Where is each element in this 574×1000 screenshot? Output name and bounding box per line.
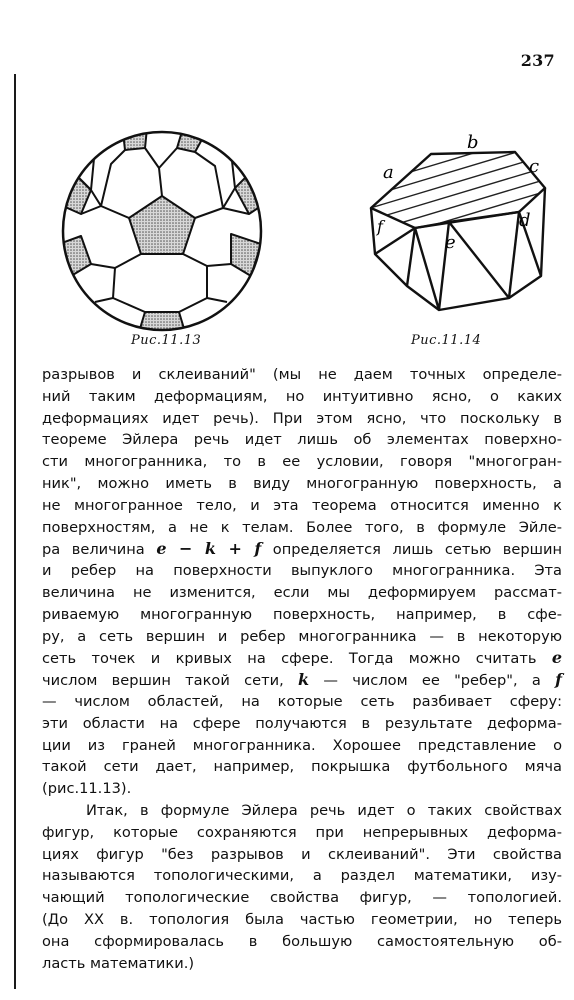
text-line: сти многогранника, то в ее условии, говоря "многогран- (42, 453, 562, 471)
polyhedron-label-a: a (383, 162, 394, 183)
text-line: ласть математики.) (42, 954, 195, 972)
polyhedron-label-d: d (519, 210, 531, 231)
margin-rule (14, 74, 16, 989)
text-line: ник", можно иметь в виду многогранную поверхность, а (42, 474, 562, 492)
polyhedron-label-f: f (377, 217, 383, 236)
figure-polyhedron (357, 126, 557, 326)
text-fragment: сеть точек и кривых на сфере. Тогда можно считать (42, 650, 552, 668)
text-fragment: определяется лишь сетью вершин (261, 541, 563, 559)
text-fragment: ра величина (42, 541, 157, 559)
text-line (42, 647, 562, 669)
figure-caption: Рис.11.14 (411, 333, 482, 348)
math-symbol-f: f (555, 670, 562, 690)
figure-soccer-ball (55, 126, 269, 336)
text-line: чающий топологические свойства фигур, — топологией. (42, 889, 562, 907)
math-symbol-k: k (297, 670, 310, 690)
text-line: фигур, которые сохраняются при непрерывных деформа- (42, 823, 562, 841)
euler-expression: e − k + f (156, 539, 262, 559)
body-text (42, 364, 562, 974)
text-line: называются топологическими, а раздел математики, изу- (42, 867, 562, 885)
text-line: такой сети дает, например, покрышка футбольного мяча (42, 758, 562, 776)
text-line: величина не изменится, если мы деформируем рассмат- (42, 583, 562, 601)
text-line: деформациях идет речь). При этом ясно, что поскольку в (42, 409, 562, 427)
text-line: циях фигур "без разрывов и склеиваний". Эти свойства (42, 845, 562, 863)
text-line: поверхностям, а не к телам. Более того, в формуле Эйле- (42, 518, 562, 536)
math-symbol-e: e (551, 648, 562, 668)
paragraph (42, 364, 562, 800)
text-line: не многогранное тело, и эта теорема относится именно к (42, 496, 562, 514)
text-line: ру, а сеть вершин и ребер многогранника — в некоторую (42, 627, 562, 645)
paragraph (42, 800, 562, 974)
figure-caption: Рис.11.13 (131, 333, 202, 348)
text-fragment: числом вершин такой сети, (42, 672, 298, 690)
text-line: и ребер на поверхности выпуклого многогранника. Эта (42, 562, 562, 580)
text-line: эти области на сфере получаются в результате деформа- (42, 714, 562, 732)
text-line: разрывов и склеиваний" (мы не даем точных определе- (42, 366, 562, 383)
text-line: — числом областей, на которые сеть разбивает сферу: (42, 692, 562, 710)
text-line: ний таким деформациям, но интуитивно ясно, о каких (42, 387, 562, 405)
text-fragment: — числом ее "ребер", а (309, 672, 556, 690)
text-line (42, 669, 562, 691)
polyhedron-label-e: e (445, 232, 456, 253)
polyhedron-label-c: c (529, 156, 540, 177)
polyhedron-label-b: b (467, 132, 479, 153)
text-line: (До XX в. топология была частью геометрии, но теперь (42, 910, 562, 928)
soccer-ball-illustration (55, 126, 269, 336)
page-number: 237 (520, 51, 555, 70)
text-line: (рис.11.13). (42, 780, 132, 798)
text-line: Итак, в формуле Эйлера речь идет о таких свойствах (86, 801, 562, 819)
text-line: ции из граней многогранника. Хорошее представление о (42, 736, 562, 754)
text-line: риваемую многогранную поверхность, например, в сфе- (42, 605, 562, 623)
text-line: она сформировалась в большую самостоятельную об- (42, 932, 562, 950)
polyhedron-illustration (357, 126, 557, 326)
text-line: теореме Эйлера речь идет лишь об элементах поверхно- (42, 431, 562, 449)
text-line (42, 538, 562, 560)
